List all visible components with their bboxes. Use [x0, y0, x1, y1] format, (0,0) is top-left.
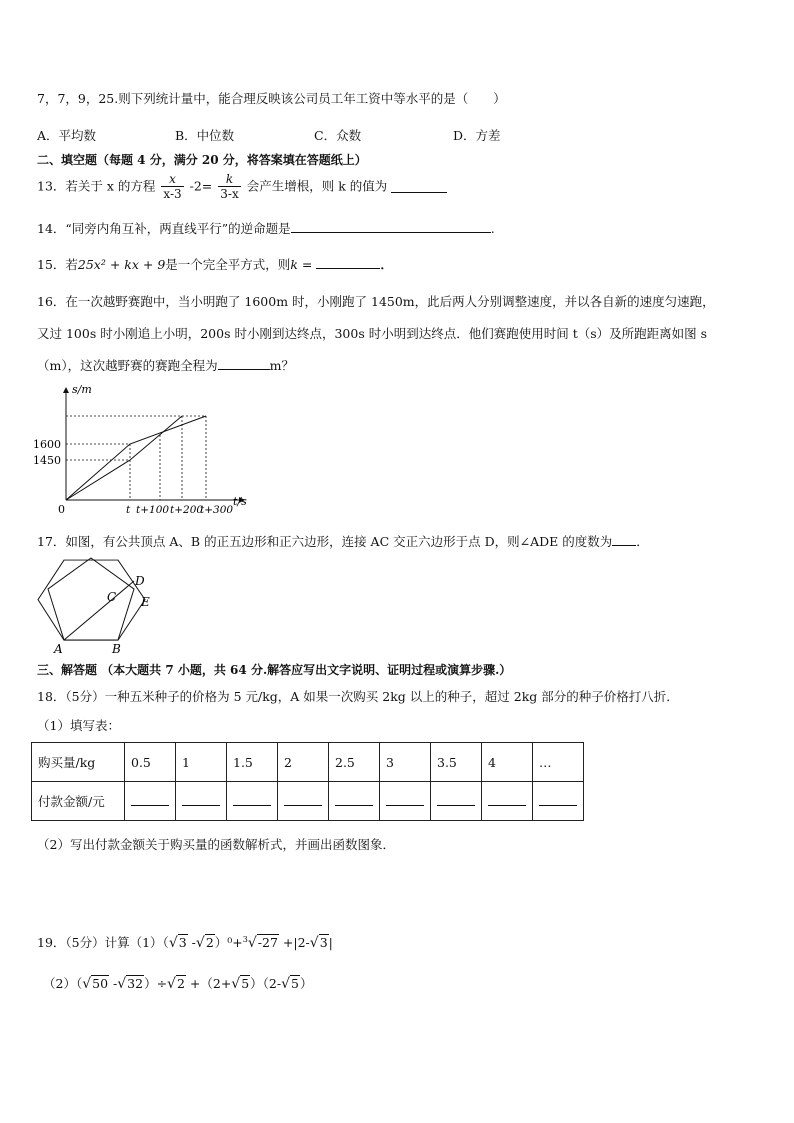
q13	[37, 172, 447, 201]
q19-radicand-7: 2	[176, 976, 185, 991]
graph-tick-t100: t+100	[136, 504, 170, 516]
label-a: A	[54, 642, 63, 655]
graph-tick-1450: 1450	[33, 454, 61, 467]
table-cell: 4	[482, 743, 533, 782]
q13-answer-blank	[391, 180, 447, 193]
q12-option-a: A．平均数	[37, 128, 97, 143]
q19-plus-abs: +|2-	[278, 935, 310, 950]
q12-option-c: C．众数	[314, 128, 362, 143]
label-d: D	[135, 574, 145, 588]
q16-line3	[37, 356, 294, 374]
q19-radicand-2: 2	[205, 935, 214, 950]
q15-var: k	[290, 257, 298, 272]
q13-frac1-den: x-3	[163, 187, 182, 201]
q19-end1: |	[328, 935, 333, 950]
table-cell: …	[533, 743, 584, 782]
table-cell: 1.5	[227, 743, 278, 782]
q19-prefix: 19．（5分）计算（1）（	[37, 935, 169, 950]
q13-fraction-1	[161, 172, 183, 201]
regular-pentagon	[48, 558, 134, 640]
q19-radicand-3: -27	[257, 935, 278, 950]
table-head-quantity: 购买量/kg	[32, 743, 125, 782]
table-blank-cell	[176, 782, 227, 821]
graph-line-xiaogang	[66, 416, 182, 500]
graph-ylabel: s/m	[72, 383, 92, 396]
q19-radicand-8: 5	[241, 976, 250, 991]
q15-prefix: 15．若	[37, 257, 78, 272]
q16-line2: 又过 100s 时小刚追上小明，200s 时小刚到达终点，300s 时小明到达终点．他们赛跑使用时间 t（s）及所跑距离如图 s	[37, 326, 708, 341]
q19-radicand-6: 32	[127, 976, 144, 991]
table-row-quantity	[32, 743, 584, 782]
q19-p2-mid: ）÷	[144, 976, 168, 991]
q17-end: ．	[636, 534, 649, 549]
table-blank-cell	[278, 782, 329, 821]
graph-tick-t300: t+300	[200, 504, 234, 516]
table-blank-cell	[431, 782, 482, 821]
q15-eq: =	[297, 257, 317, 272]
q19-radicand-1: 3	[178, 935, 187, 950]
label-e: E	[141, 595, 150, 609]
q13-frac2-num: k	[218, 172, 240, 187]
q14-answer-blank	[291, 220, 491, 233]
q15-answer-blank	[316, 256, 380, 269]
q15-expr: 25x² + kx + 9	[77, 257, 166, 272]
q13-fraction-2	[218, 172, 240, 201]
q16-line1: 16．在一次越野赛跑中，当小明跑了 1600m 时，小刚跑了 1450m，此后两人分别调整速度，并以各自新的速度匀速跑，	[37, 294, 715, 309]
q14: 14．“同旁内角互补，两直线平行”的逆命题是 .	[37, 221, 495, 236]
table-cell: 3.5	[431, 743, 482, 782]
q12-option-d: D．方差	[453, 128, 501, 143]
q19-radicand-9: 5	[291, 976, 299, 991]
q12-stem: 7，7，9，25.则下列统计量中，能合理反映该公司员工年工资中等水平的是（ ）	[37, 91, 506, 106]
graph-xlabel: t/s	[233, 495, 247, 508]
q17-text: 17．如图，有公共顶点 A、B 的正五边形和正六边形，连接 AC 交正六边形于点 D，则∠ADE 的度数为	[37, 534, 613, 549]
q19-after1: ）⁰+	[214, 935, 243, 950]
q13-suffix: 会产生增根，则 k 的值为	[246, 178, 388, 194]
q19-part1: 19．（5分）计算（1）（√3 -√2）⁰+$^3$√-27 +|2-√3|	[37, 934, 333, 951]
q19-p2-end: ）	[299, 976, 313, 991]
q17	[37, 532, 649, 550]
q16-line3-prefix: （m），这次越野赛的赛跑全程为	[37, 358, 218, 373]
q15: 15．若25x² + kx + 9是一个完全平方式，则k = ．	[37, 257, 393, 272]
table-head-payment: 付款金额/元	[32, 782, 125, 821]
q15-middle: 是一个完全平方式，则	[165, 257, 291, 272]
label-b: B	[112, 642, 121, 655]
section2-heading: 二、填空题（每题 4 分，满分 20 分，将答案填在答题纸上）	[37, 153, 367, 167]
table-cell: 2	[278, 743, 329, 782]
q19-p2-mid2: +（2+	[185, 976, 232, 991]
table-cell: 2.5	[329, 743, 380, 782]
table-cell: 3	[380, 743, 431, 782]
table-row-payment	[32, 782, 584, 821]
q19-radicand-4: 3	[319, 935, 328, 950]
q13-frac1-num: x	[161, 172, 183, 187]
q16-line3-suffix: m？	[269, 358, 294, 373]
q12-option-b: B．中位数	[175, 128, 235, 143]
table-cell: 1	[176, 743, 227, 782]
q17-pentagon-hexagon-figure	[30, 555, 165, 655]
q18-sub2: （2）写出付款金额关于购买量的函数解析式，并画出函数图象．	[37, 837, 395, 852]
graph-tick-t200: t+200	[170, 504, 204, 516]
graph-tick-t: t	[126, 504, 131, 516]
regular-hexagon	[38, 560, 145, 640]
q18-text: 18．（5分）一种五米种子的价格为 5 元/kg，A 如果一次购买 2kg 以上的种子，超过 2kg 部分的种子价格打八折．	[37, 689, 679, 704]
table-blank-cell	[533, 782, 584, 821]
q13-prefix: 13．若关于 x 的方程	[37, 178, 156, 194]
table-blank-cell	[482, 782, 533, 821]
graph-tick-1600: 1600	[33, 438, 61, 451]
q16-answer-blank	[218, 357, 270, 370]
section3-heading: 三、解答题 （本大题共 7 小题，共 64 分.解答应写出文字说明、证明过程或演算步骤.）	[37, 663, 512, 677]
q16-distance-time-graph	[30, 382, 260, 522]
q13-frac2-den: 3-x	[220, 187, 239, 201]
q19-p2-prefix: （2）（	[43, 976, 83, 991]
q19-part2: （2）（√50 -√32）÷√2 +（2+√5）（2-√5）	[43, 976, 313, 992]
q19-radicand-5: 50	[92, 976, 109, 991]
graph-origin: 0	[58, 503, 65, 516]
table-cell: 0.5	[125, 743, 176, 782]
q14-text: 14．“同旁内角互补，两直线平行”的逆命题是	[37, 221, 291, 236]
table-blank-cell	[380, 782, 431, 821]
q13-middle: -2=	[189, 178, 213, 194]
label-c: C	[107, 590, 117, 604]
table-blank-cell	[329, 782, 380, 821]
q19-p2-mid3: ）（2-	[250, 976, 282, 991]
q17-answer-blank	[612, 533, 636, 546]
q18-sub1: （1）填写表：	[37, 718, 120, 733]
q19-cube-index: 3	[242, 934, 248, 944]
table-blank-cell	[125, 782, 176, 821]
table-blank-cell	[227, 782, 278, 821]
q18-table	[31, 742, 584, 821]
